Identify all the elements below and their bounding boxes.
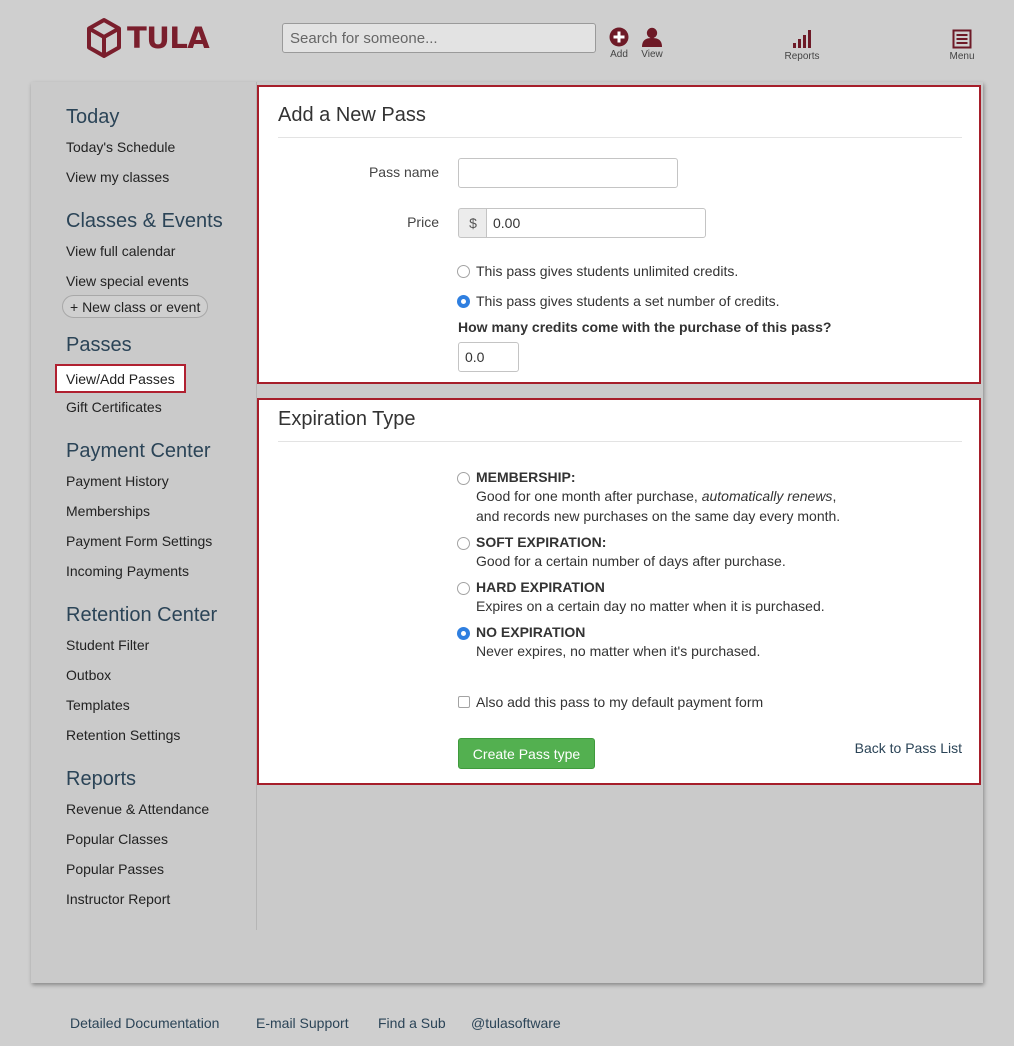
user-icon [641, 27, 663, 47]
set-credits-radio[interactable] [457, 295, 470, 308]
logo-text: TULA [127, 21, 210, 55]
soft-expiration-radio[interactable] [457, 537, 470, 550]
section-title-classes-events: Classes & Events [66, 210, 223, 232]
footer-link-find-a-sub[interactable]: Find a Sub [378, 1015, 446, 1031]
unlimited-credits-label[interactable]: This pass gives students unlimited credits. [476, 263, 739, 279]
sidebar-item-incoming-payments[interactable]: Incoming Payments [66, 563, 189, 579]
view-button[interactable] [638, 27, 666, 60]
view-label: View [641, 49, 663, 60]
sidebar-item-gift-certificates[interactable]: Gift Certificates [66, 399, 162, 415]
sidebar [31, 82, 257, 930]
default-payment-form-checkbox[interactable] [458, 696, 470, 708]
sidebar-item-view-my-classes[interactable]: View my classes [66, 169, 170, 185]
add-new-pass-card [257, 85, 981, 384]
credits-input[interactable] [458, 342, 519, 372]
no-expiration-radio[interactable] [457, 627, 470, 640]
expiration-type-card [257, 398, 981, 785]
hard-expiration-label[interactable]: HARD EXPIRATION [476, 579, 605, 595]
divider [278, 441, 962, 442]
section-title-today: Today [66, 106, 120, 128]
sidebar-item-view-special-events[interactable]: View special events [66, 273, 189, 289]
footer-link-twitter[interactable]: @tulasoftware [471, 1015, 561, 1031]
sidebar-item-view-add-passes[interactable]: View/Add Passes [55, 364, 186, 393]
sidebar-item-outbox[interactable]: Outbox [66, 667, 112, 683]
sidebar-item-instructor-report[interactable]: Instructor Report [66, 891, 171, 907]
add-label: Add [610, 49, 628, 60]
card-title-add-new-pass: Add a New Pass [278, 104, 426, 126]
card-title-expiration-type: Expiration Type [278, 408, 416, 430]
credits-question: How many credits come with the purchase of this pass? [458, 319, 832, 335]
sidebar-item-student-filter[interactable]: Student Filter [66, 637, 150, 653]
currency-addon: $ [458, 208, 487, 238]
menu-button[interactable] [945, 29, 979, 62]
membership-description-line-2: and records new purchases on the same day every month. [476, 508, 841, 524]
sidebar-item-payment-history[interactable]: Payment History [66, 473, 169, 489]
bar-chart-icon [792, 29, 812, 49]
membership-desc-part-1: Good for one month after purchase, [476, 488, 702, 504]
section-title-payment-center: Payment Center [66, 440, 211, 462]
section-title-reports: Reports [66, 768, 137, 790]
membership-description [476, 486, 836, 506]
soft-expiration-label[interactable]: SOFT EXPIRATION: [476, 534, 607, 550]
pass-name-input[interactable] [458, 158, 678, 188]
sidebar-item-revenue-attendance[interactable]: Revenue & Attendance [66, 801, 210, 817]
sidebar-item-popular-classes[interactable]: Popular Classes [66, 831, 168, 847]
price-input[interactable] [486, 208, 706, 238]
sidebar-item-retention-settings[interactable]: Retention Settings [66, 727, 181, 743]
sidebar-item-memberships[interactable]: Memberships [66, 503, 151, 519]
new-class-or-event-button[interactable]: + New class or event [62, 295, 208, 318]
soft-expiration-description: Good for a certain number of days after purchase. [476, 553, 786, 569]
unlimited-credits-radio[interactable] [457, 265, 470, 278]
section-title-passes: Passes [66, 334, 132, 356]
tula-logo[interactable] [85, 17, 209, 59]
footer-link-documentation[interactable]: Detailed Documentation [70, 1015, 220, 1031]
pass-name-label: Pass name [368, 164, 439, 180]
sidebar-item-todays-schedule[interactable]: Today's Schedule [66, 139, 176, 155]
price-label: Price [407, 214, 439, 230]
back-to-pass-list-link[interactable]: Back to Pass List [854, 740, 962, 756]
membership-radio[interactable] [457, 472, 470, 485]
sidebar-item-popular-passes[interactable]: Popular Passes [66, 861, 165, 877]
membership-desc-emphasis: automatically renews [701, 488, 833, 504]
plus-circle-icon [609, 27, 629, 47]
no-expiration-label[interactable]: NO EXPIRATION [476, 624, 586, 640]
hard-expiration-radio[interactable] [457, 582, 470, 595]
reports-label: Reports [784, 51, 820, 62]
hard-expiration-description: Expires on a certain day no matter when it is purchased. [476, 598, 825, 614]
membership-desc-part-2: , [832, 488, 837, 504]
divider [278, 137, 962, 138]
sidebar-item-templates[interactable]: Templates [66, 697, 130, 713]
create-pass-type-button[interactable]: Create Pass type [458, 738, 595, 769]
top-bar [0, 0, 1014, 78]
search-input[interactable] [282, 23, 596, 53]
membership-label[interactable]: MEMBERSHIP: [476, 469, 576, 485]
section-title-retention-center: Retention Center [66, 604, 218, 626]
list-icon [952, 29, 972, 49]
no-expiration-description: Never expires, no matter when it's purchased. [476, 643, 761, 659]
default-payment-form-label[interactable]: Also add this pass to my default payment form [476, 694, 764, 710]
footer-link-email-support[interactable]: E-mail Support [256, 1015, 349, 1031]
set-credits-label[interactable]: This pass gives students a set number of credits. [476, 293, 780, 309]
reports-button[interactable] [782, 29, 822, 62]
add-button[interactable] [606, 27, 632, 60]
tula-hexagon-icon [85, 17, 123, 59]
sidebar-item-payment-form-settings[interactable]: Payment Form Settings [66, 533, 213, 549]
sidebar-item-view-full-calendar[interactable]: View full calendar [66, 243, 176, 259]
menu-label: Menu [949, 51, 975, 62]
